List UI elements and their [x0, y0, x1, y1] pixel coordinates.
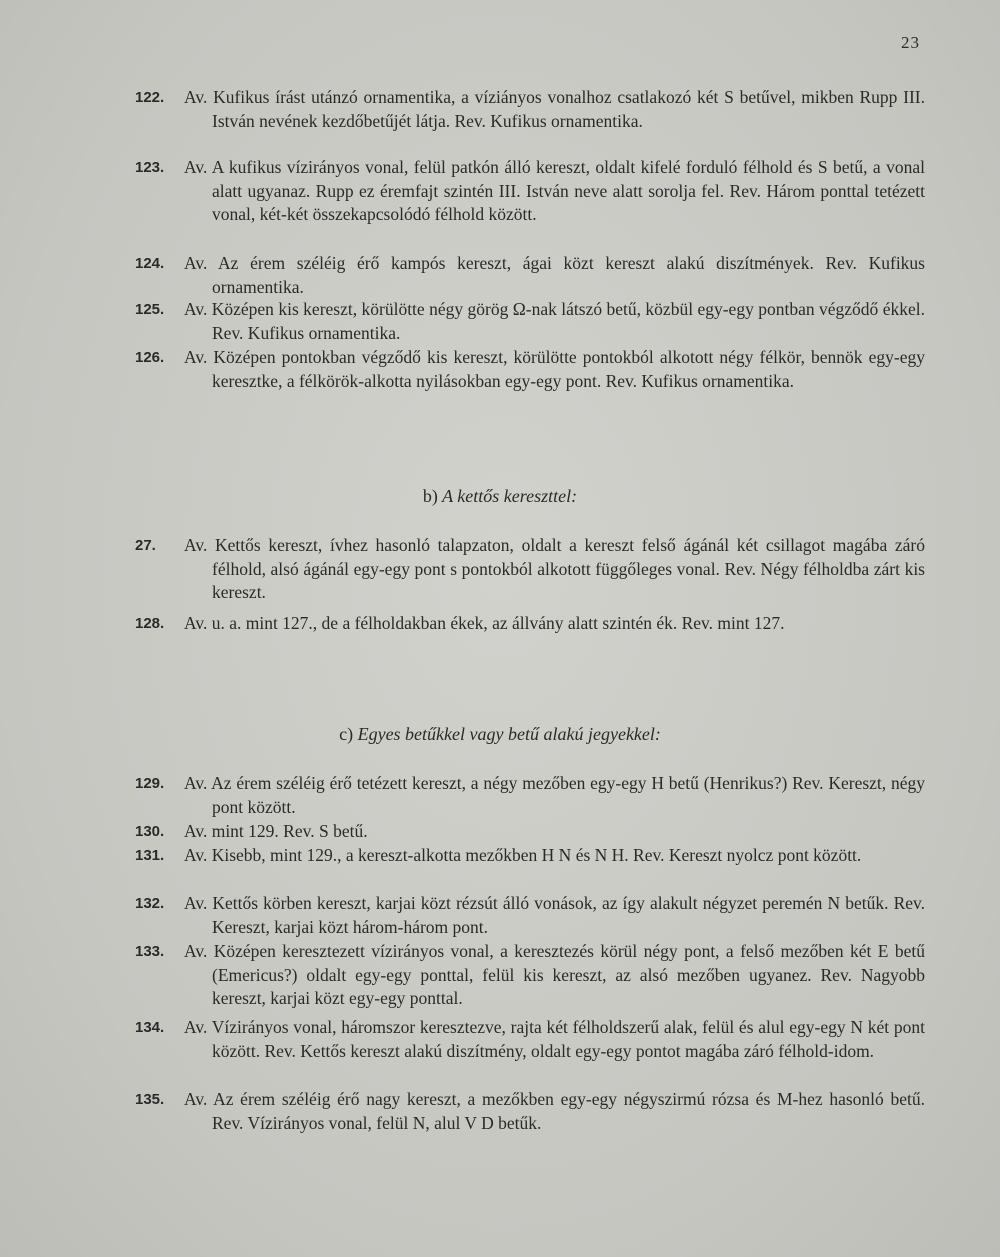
entry-number: 133. — [135, 943, 165, 960]
entry-131 — [135, 844, 925, 868]
entry-text: Av. Középen keresztezett vízirányos vonal, a keresztezés körül négy pont, a felső mezőben két E betű (Emericus?) oldalt egy-egy ponttal, felül kis kereszt, az alsó mezőben ugyanez. Rev. Nagyobb kereszt, karjai közt egy-egy ponttal. — [184, 941, 925, 1008]
entry-text: Av. Kettős körben kereszt, karjai közt rézsút álló vonások, az így alakult négyzet peremén N betűk. Rev. Kereszt, karjai közt három-három pont. — [184, 893, 925, 937]
entry-127 — [135, 534, 925, 605]
entry-number: 135. — [135, 1091, 165, 1108]
entry-text: Av. Az érem széléig érő kampós kereszt, ágai közt kereszt alakú diszítmények. Rev. Kufikus ornamentika. — [184, 253, 925, 297]
entry-129 — [135, 772, 925, 819]
entry-132 — [135, 892, 925, 939]
entry-124 — [135, 252, 925, 299]
entry-number: 129. — [135, 775, 165, 792]
entry-number: 124. — [135, 255, 165, 272]
entry-number: 126. — [135, 349, 165, 366]
entry-number: 122. — [135, 89, 165, 106]
entry-number: 123. — [135, 159, 165, 176]
entry-text: Av. Középen kis kereszt, körülötte négy görög Ω-nak látszó betű, közbül egy-egy pontban végződő ékkel. Rev. Kufikus ornamentika. — [184, 299, 925, 343]
entry-text: Av. A kufikus vízirányos vonal, felül patkón álló kereszt, oldalt kifelé forduló félhold és S betű, a vonal alatt ugyanaz. Rupp ez éremfajt szintén III. István neve alatt sorolja fel. Rev. Három ponttal tetézett vonal, két-két összekapcsolódó félhold között. — [184, 157, 925, 224]
entry-text: Av. mint 129. Rev. S betű. — [184, 821, 368, 841]
entry-133 — [135, 940, 925, 1011]
entry-text: Av. Az érem széléig érő tetézett kereszt, a négy mezőben egy-egy H betű (Henrikus?) Rev. Kereszt, négy pont között. — [184, 773, 925, 817]
heading-prefix: c) — [339, 724, 354, 744]
entry-text: Av. Vízirányos vonal, háromszor keresztezve, rajta két félholdszerű alak, felül és alul egy-egy N két pont között. Rev. Kettős kereszt alakú diszítmény, oldalt egy-egy pontot magába záró félhold-idom. — [184, 1017, 925, 1061]
entry-122 — [135, 86, 925, 133]
entry-number: 131. — [135, 847, 165, 864]
entry-number: 125. — [135, 301, 165, 318]
heading-title: A kettős kereszttel: — [442, 486, 578, 506]
entry-130 — [135, 820, 925, 844]
entry-134 — [135, 1016, 925, 1063]
entry-number: 132. — [135, 895, 165, 912]
entry-number: 134. — [135, 1019, 165, 1036]
section-heading-c — [0, 724, 1000, 745]
heading-prefix: b) — [422, 486, 438, 506]
entry-text: Av. Kisebb, mint 129., a kereszt-alkotta mezőkben H N és N H. Rev. Kereszt nyolcz pont között. — [184, 845, 862, 865]
entry-number: 130. — [135, 823, 165, 840]
entry-125 — [135, 298, 925, 345]
heading-title: Egyes betűkkel vagy betű alakú jegyekkel: — [357, 724, 661, 744]
entry-text: Av. u. a. mint 127., de a félholdakban ékek, az állvány alatt szintén ék. Rev. mint 127. — [184, 613, 785, 633]
page-number: 23 — [901, 33, 920, 52]
entry-text: Av. Kufikus írást utánzó ornamentika, a víziányos vonalhoz csatlakozó két S betűvel, mikben Rupp III. István nevének kezdőbetűjét látja. Rev. Kufikus ornamentika. — [184, 87, 925, 131]
entry-text: Av. Középen pontokban végződő kis kereszt, körülötte pontokból alkotott négy félkör, bennök egy-egy keresztke, a félkörök-alkotta nyilásokban egy-egy pont. Rev. Kufikus ornamentika. — [184, 347, 925, 391]
entry-123 — [135, 156, 925, 227]
entry-text: Av. Az érem széléig érő nagy kereszt, a mezőkben egy-egy négyszirmú rózsa és M-hez hasonló betű. Rev. Vízirányos vonal, felül N, alul V D betűk. — [184, 1089, 925, 1133]
entry-126 — [135, 346, 925, 393]
entry-number: 128. — [135, 615, 165, 632]
entry-128 — [135, 612, 925, 636]
section-heading-b — [0, 486, 1000, 507]
entry-text: Av. Kettős kereszt, ívhez hasonló talapzaton, oldalt a kereszt felső ágánál két csillagot magába záró félhold, alsó ágánál egy-egy pont s pontokból alkotott függőleges vonal. Rev. Négy félholdba zárt kis kereszt. — [184, 535, 925, 602]
entry-135 — [135, 1088, 925, 1135]
entry-number: 27. — [135, 537, 156, 554]
